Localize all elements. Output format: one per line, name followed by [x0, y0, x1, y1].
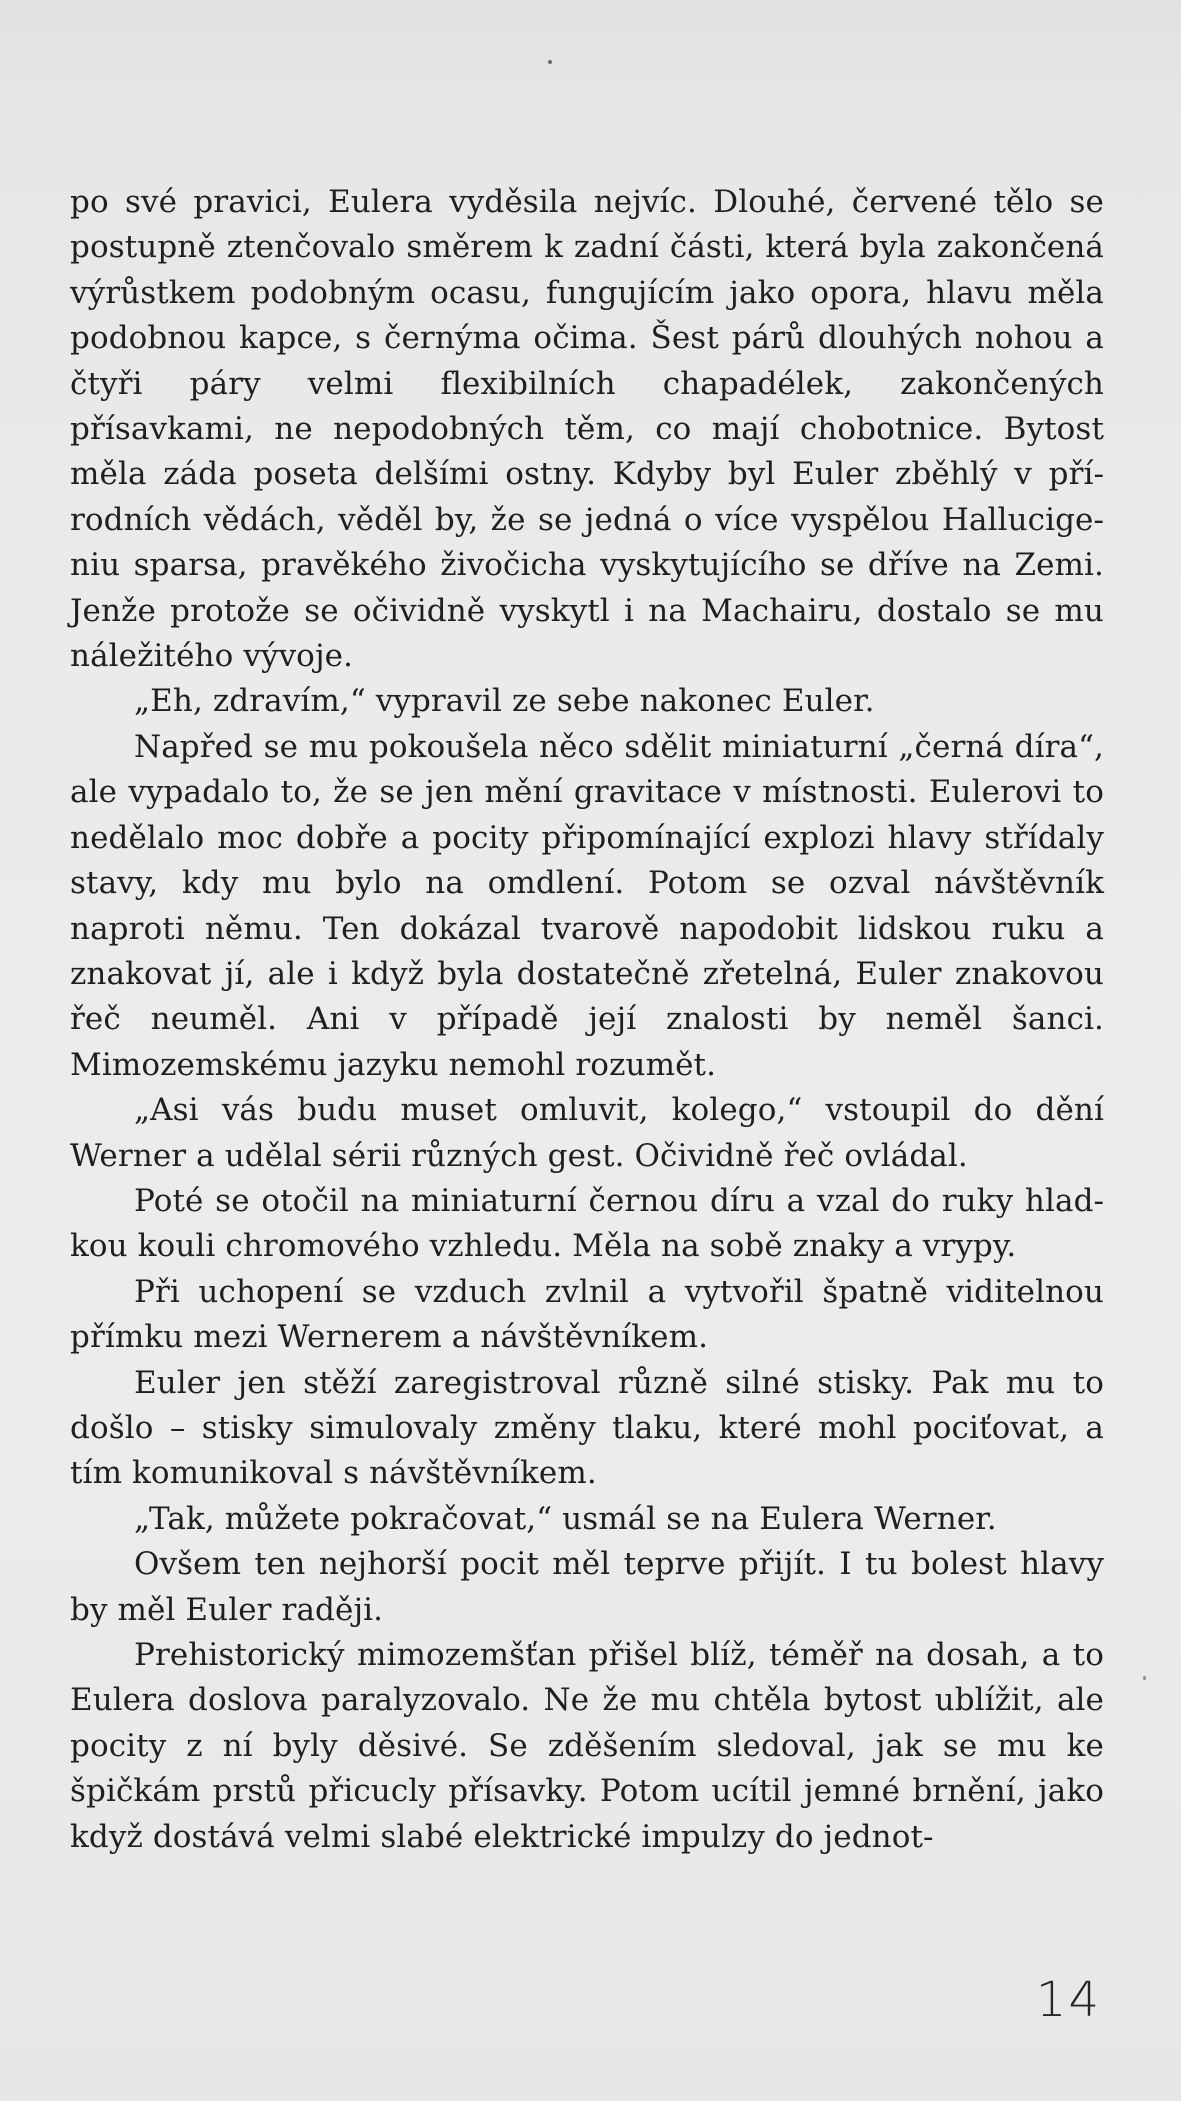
- paragraph: Poté se otočil na miniaturní černou díru a vzal do ruky hladkou kouli chromového vzhledu. Měla na sobě znaky a vrypy.: [70, 1182, 1104, 1265]
- body-text: [70, 180, 1104, 1860]
- dust-speck: [548, 60, 552, 64]
- paragraph: Při uchopení se vzduch zvlnil a vytvořil špatně viditelnou přímku mezi Wernerem a návštěvníkem.: [70, 1273, 1104, 1356]
- page-number: 14: [1035, 1972, 1101, 2028]
- paragraph: „Eh, zdravím,“ vypravil ze sebe nakonec Euler.: [134, 683, 875, 720]
- paragraph: Napřed se mu pokoušela něco sdělit miniaturní „černá díra“, ale vypadalo to, že se jen mění gravitace v místnosti. Eulerovi to nedělalo moc dobře a pocity připomínající explozi hlavy střídaly stavy, kdy mu bylo na omdlení. Potom se ozval návštěvník naproti němu. Ten dokázal tvarově napodobit lidskou ruku a znakovat jí, ale i když byla dostatečně zřetelná, Euler znakovou řeč neuměl. Ani v případě její znalosti by neměl šanci. Mimozemskému jazyku nemohl rozumět.: [70, 728, 1104, 1083]
- dust-speck: [1143, 1676, 1146, 1680]
- paragraph: „Tak, můžete pokračovat,“ usmál se na Eulera Werner.: [134, 1500, 997, 1537]
- paragraph: „Asi vás budu muset omluvit, kolego,“ vstoupil do dění Werner a udělal sérii různých gest. Očividně řeč ovládal.: [70, 1092, 1104, 1174]
- paragraph: Ovšem ten nejhorší pocit měl teprve přijít. I tu bolest hlavy by měl Euler raději.: [70, 1546, 1104, 1628]
- paragraph: Euler jen stěží zaregistroval různě silné stisky. Pak mu to došlo – stisky simulovaly změny tlaku, které mohl pociťovat, a tím komunikoval s návštěvníkem.: [70, 1364, 1104, 1492]
- paragraph: po své pravici, Eulera vyděsila nejvíc. Dlouhé, červené tělo se postupně ztenčovalo směrem k zadní části, která byla zakončená výrůstkem podobným ocasu, fungujícím jako opora, hlavu měla podobnou kapce, s černýma očima. Šest párů dlouhých nohou a čtyři páry velmi flexibilních chapadélek, zakončených přísavkami, ne nepodobných těm, co mají chobotnice. Bytost měla záda poseta delšími ostny. Kdyby byl Euler zběhlý v přírodních vědách, věděl by, že se jedná o více vyspělou Hallucigeniu sparsa, pravěkého živočicha vyskytujícího se dříve na Zemi. Jenže protože se očividně vyskytl i na Machairu, dostalo se mu náležitého vývoje.: [70, 184, 1104, 675]
- paragraph: Prehistorický mimozemšťan přišel blíž, téměř na dosah, a to Eulera doslova paralyzovalo. Ne že mu chtěla bytost ublížit, ale pocity z ní byly děsivé. Se zděšením sledoval, jak se mu ke špičkám prstů přicucly přísavky. Potom ucítil jemné brnění, jako když dostává velmi slabé elektrické impulzy do jednot-: [70, 1637, 1104, 1855]
